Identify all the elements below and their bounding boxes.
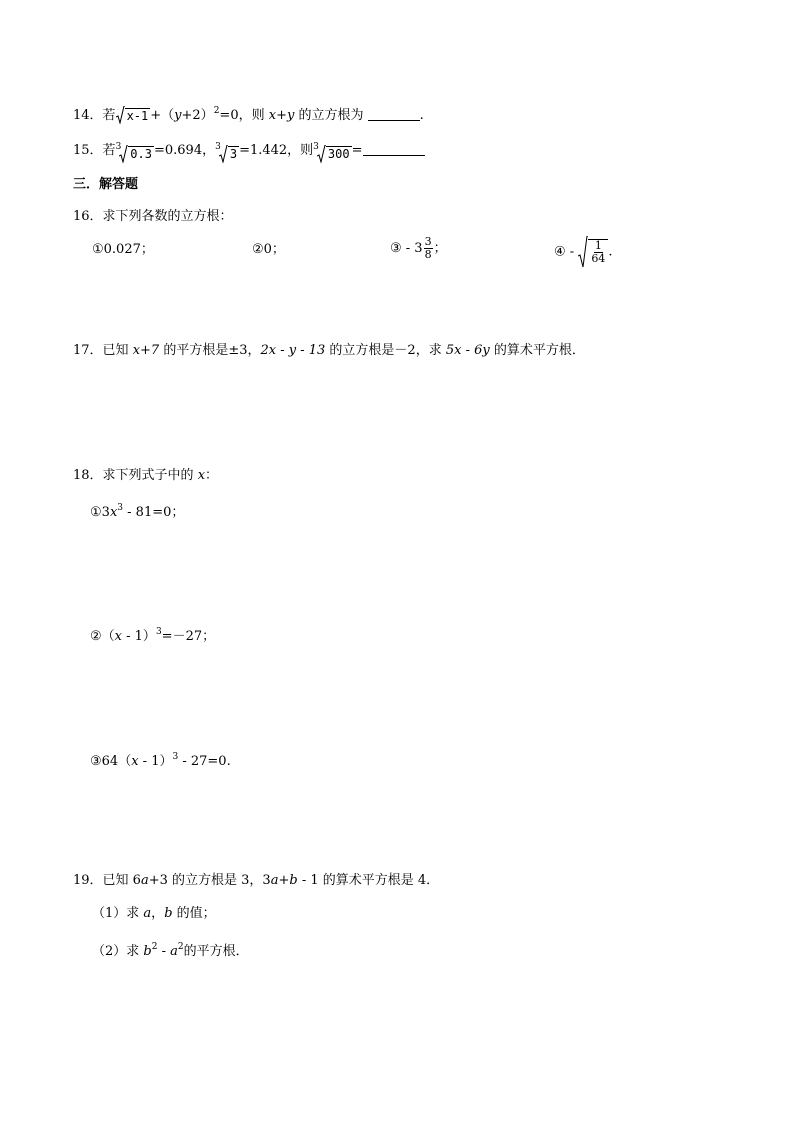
q18-item3-exp: 3	[172, 752, 179, 762]
q19-var-b: b	[289, 873, 298, 888]
q15-radicand-1: 0.3	[130, 147, 152, 161]
q16-item4-prefix: ④ -	[554, 244, 579, 260]
q18-stem-x: x	[197, 468, 206, 483]
q19-sub-1	[92, 904, 216, 924]
q19-sub1-prefix: （1）求	[92, 906, 144, 921]
q18-item2-exp: 3	[155, 627, 162, 637]
question-14	[73, 101, 424, 126]
q17-text-3: 的立方根是－2，求	[325, 343, 446, 358]
q15-eq: =	[351, 143, 363, 158]
q16-item3-suffix: ；	[433, 241, 447, 256]
q14-end: .	[419, 108, 424, 123]
section-heading: 三．解答题	[73, 177, 139, 192]
q19-var-a: a	[140, 873, 149, 888]
fraction-numerator: 1	[594, 239, 602, 252]
q18-item1-x: x	[109, 505, 118, 520]
q19-text-2: +3 的立方根是 3，3	[148, 873, 271, 888]
q16-item3-prefix: ③ - 3	[390, 241, 423, 256]
q18-item3-mid: - 1）	[138, 754, 173, 769]
q14-plus2: +2）	[181, 108, 214, 123]
q19-sub2-mid: -	[157, 944, 171, 959]
q16-item4-radicand	[588, 239, 608, 265]
q19-sub1-suffix: 的值；	[172, 906, 216, 921]
q15-radicand-3: 300	[327, 147, 350, 161]
q19-plus: +	[278, 873, 290, 888]
q14-prefix: 若	[102, 108, 116, 123]
sqrt-symbol	[116, 106, 151, 126]
q19-sub2-exp2: 2	[177, 942, 184, 952]
q18-item1-suffix: - 81=0；	[123, 505, 185, 520]
q15-answer-blank[interactable]	[363, 141, 425, 156]
fraction-denominator: 64	[591, 252, 606, 265]
q14-y: y	[174, 108, 182, 123]
cbrt-symbol-3	[313, 137, 351, 164]
q17-expr-2: 5x - 6y	[445, 343, 490, 358]
q19-sub2-a: a	[170, 944, 178, 959]
q19-sub2-suffix: 的平方根．	[183, 944, 249, 959]
q16-item-4	[554, 236, 612, 268]
q16-item-2: ②0；	[252, 242, 285, 257]
q14-exponent: 2	[213, 106, 220, 116]
q19-sub1-b: b	[164, 906, 173, 921]
q14-eq0: =0，则	[219, 108, 265, 123]
q19-sub1-a: a	[143, 906, 152, 921]
q19-sub2-exp1: 2	[151, 942, 158, 952]
q15-number: 15．	[73, 143, 103, 158]
q19-sub1-comma: ，	[151, 906, 165, 921]
q14-radicand: x-1	[126, 108, 149, 123]
q16-item3-fraction	[424, 236, 433, 261]
q19-sub2-prefix: （2）求	[92, 944, 144, 959]
q15-value-1: =0.694，	[153, 143, 216, 158]
cbrt-symbol-2	[215, 137, 239, 164]
q18-item3-suffix: - 27=0.	[178, 754, 231, 769]
q18-item-1	[90, 498, 184, 523]
q14-number: 14．	[73, 108, 103, 123]
q14-after-radical: +（	[150, 108, 175, 123]
q14-suffix: 的立方根为	[298, 108, 364, 123]
question-19	[73, 871, 439, 891]
q18-stem-suffix: ：	[205, 468, 219, 483]
q18-stem-prefix: 18．求下列式子中的	[73, 468, 198, 483]
q17-text-4: 的算术平方根．	[489, 343, 585, 358]
cbrt-index: 3	[215, 142, 221, 152]
q18-item-3	[90, 747, 231, 772]
q18-item2-mid: - 1）	[122, 629, 156, 644]
question-17	[73, 341, 585, 361]
question-15	[73, 137, 425, 164]
q18-item-2	[90, 622, 215, 647]
question-18-stem	[73, 466, 218, 486]
q18-item3-prefix: ③64（	[90, 754, 132, 769]
q17-expr-1: 2x - y - 13	[260, 343, 326, 358]
q18-item2-suffix: =－27；	[161, 629, 216, 644]
q18-item3-x: x	[131, 754, 139, 769]
fraction-numerator: 3	[424, 235, 432, 248]
q17-text-1: 17．已知	[73, 343, 133, 358]
q16-item4-fraction	[591, 240, 605, 265]
q19-text-1: 19．已知 6	[73, 873, 141, 888]
q18-item2-x: x	[114, 629, 122, 644]
q15-value-2: =1.442，则	[239, 143, 314, 158]
fraction-denominator: 8	[424, 248, 432, 261]
q16-item-3	[390, 236, 447, 261]
q16-item4-suffix: .	[608, 244, 613, 260]
q15-prefix: 若	[102, 143, 116, 158]
q18-item1-prefix: ①3	[90, 505, 110, 520]
q18-item2-prefix: ②（	[90, 629, 115, 644]
q19-sub2-b: b	[143, 944, 152, 959]
q19-var-a: a	[270, 873, 279, 888]
q17-expr-x7: x+7	[132, 343, 160, 358]
cbrt-index: 3	[313, 142, 319, 152]
q14-xy: x+y	[268, 108, 295, 123]
q19-text-3: - 1 的算术平方根是 4．	[297, 873, 440, 888]
q14-answer-blank[interactable]	[368, 106, 420, 121]
q16-item-1: ①0.027；	[92, 242, 154, 257]
cbrt-index: 3	[115, 142, 122, 152]
q18-item1-exp: 3	[117, 503, 124, 513]
q15-radicand-2: 3	[229, 147, 238, 161]
q17-text-2: 的平方根是±3，	[159, 343, 261, 358]
cbrt-symbol-1	[116, 137, 154, 164]
question-16-stem: 16．求下列各数的立方根：	[73, 209, 233, 224]
q19-sub-2	[92, 937, 249, 962]
sqrt-symbol	[578, 236, 608, 268]
